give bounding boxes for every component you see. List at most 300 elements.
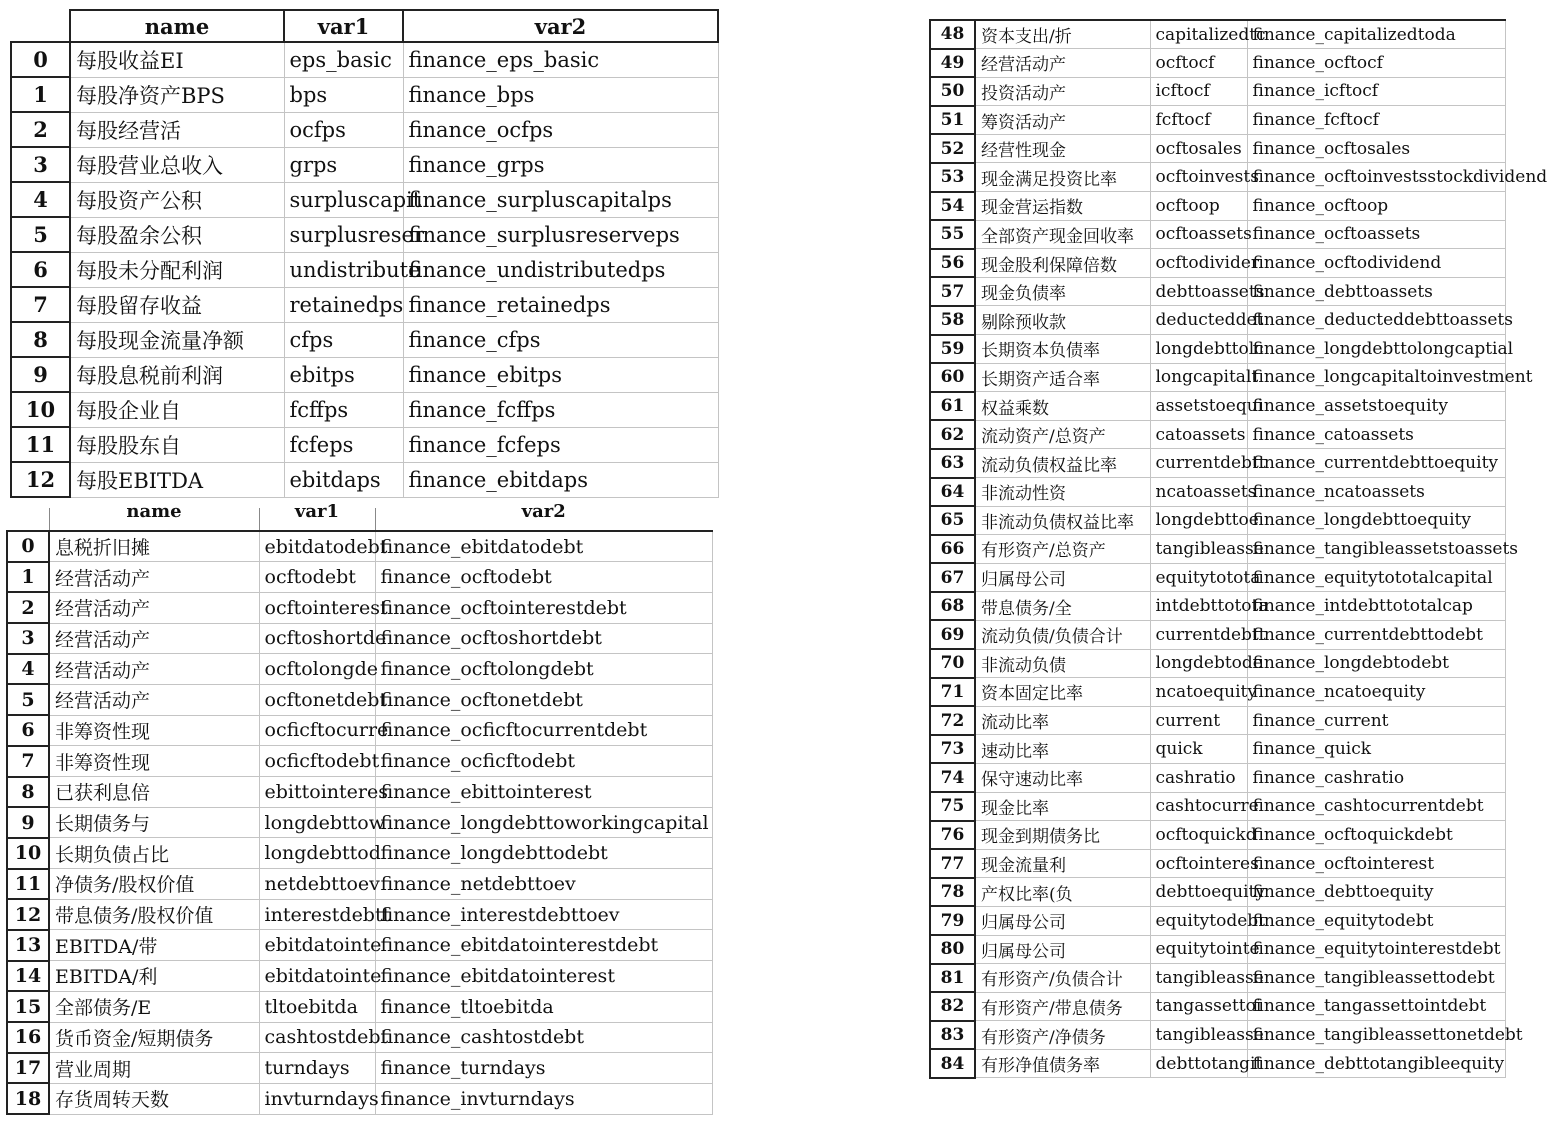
row-index: 75 [930, 792, 975, 821]
name-cell: 流动资产/总资产 [975, 420, 1150, 449]
name-cell: 投资活动产 [975, 77, 1150, 106]
name-cell: 已获利息倍 [49, 777, 259, 808]
var1-cell: ocftoop [1150, 192, 1247, 221]
table-row [930, 821, 1505, 850]
var2-cell: finance_fcffps [403, 392, 718, 427]
name-cell: 资本支出/折 [975, 20, 1150, 49]
var2-cell: finance_ocficftocurrentdebt [375, 715, 712, 746]
var1-cell: debttoassets [1150, 277, 1247, 306]
name-cell: 非流动负债 [975, 649, 1150, 678]
var2-cell: finance_ncatoassets [1247, 478, 1505, 507]
table-row [930, 420, 1505, 449]
name-cell: 长期负债占比 [49, 838, 259, 869]
row-index: 7 [11, 287, 70, 322]
var1-cell: ebitdatointe [259, 930, 375, 961]
var2-cell: finance_current [1247, 706, 1505, 735]
name-cell: 有形资产/总资产 [975, 535, 1150, 564]
row-index: 14 [7, 961, 49, 992]
table-row [11, 252, 718, 287]
var2-cell: finance_ocfps [403, 112, 718, 147]
var2-cell: finance_cashratio [1247, 763, 1505, 792]
var2-cell: finance_tangibleassettodebt [1247, 964, 1505, 993]
name-cell: 非流动负债权益比率 [975, 506, 1150, 535]
row-index: 58 [930, 306, 975, 335]
row-index: 18 [7, 1083, 49, 1114]
table-row [930, 478, 1505, 507]
table-row [11, 322, 718, 357]
name-header: name [70, 10, 284, 42]
row-index: 12 [7, 899, 49, 930]
var1-cell: netdebttoev [259, 869, 375, 900]
table-header [11, 10, 718, 42]
var2-cell: finance_ocficftodebt [375, 746, 712, 777]
table-row [930, 906, 1505, 935]
row-index: 62 [930, 420, 975, 449]
row-index: 63 [930, 449, 975, 478]
name-cell: 流动负债/负债合计 [975, 620, 1150, 649]
row-index: 4 [11, 182, 70, 217]
row-index: 0 [7, 531, 49, 562]
row-index: 71 [930, 678, 975, 707]
var2-cell: finance_grps [403, 147, 718, 182]
name-cell: 现金流量利 [975, 849, 1150, 878]
var1-cell: turndays [259, 1053, 375, 1084]
table-row [930, 535, 1505, 564]
table-row [930, 592, 1505, 621]
row-index: 67 [930, 563, 975, 592]
name-cell: 资本固定比率 [975, 678, 1150, 707]
var1-cell: fcfeps [284, 427, 403, 462]
row-index: 83 [930, 1021, 975, 1050]
name-cell: 非流动性资 [975, 478, 1150, 507]
table-row [7, 1053, 712, 1084]
var2-cell: finance_ocftoassets [1247, 220, 1505, 249]
name-cell: 每股营业总收入 [70, 147, 284, 182]
table-row [930, 792, 1505, 821]
name-cell: 经营活动产 [49, 684, 259, 715]
var2-cell: finance_ebitps [403, 357, 718, 392]
var1-cell: debttotangit [1150, 1049, 1247, 1078]
table-row [7, 869, 712, 900]
var2-cell: finance_longdebttoworkingcapital [375, 807, 712, 838]
table-row [930, 277, 1505, 306]
row-index: 15 [7, 991, 49, 1022]
row-index: 2 [11, 112, 70, 147]
var2-cell: finance_currentdebttodebt [1247, 620, 1505, 649]
var1-header: var1 [284, 10, 403, 42]
var2-cell: finance_debttotangibleequity [1247, 1049, 1505, 1078]
name-cell: 现金股利保障倍数 [975, 249, 1150, 278]
table-row [930, 964, 1505, 993]
table-row [930, 563, 1505, 592]
var2-cell: finance_currentdebttoequity [1247, 449, 1505, 478]
name-cell: 流动负债权益比率 [975, 449, 1150, 478]
var2-cell: finance_ocftoop [1247, 192, 1505, 221]
var1-cell: ebittointeres [259, 777, 375, 808]
var1-cell: grps [284, 147, 403, 182]
table-row [11, 147, 718, 182]
name-cell: 有形资产/带息债务 [975, 992, 1150, 1021]
name-cell: 每股股东自 [70, 427, 284, 462]
var1-cell: undistribute [284, 252, 403, 287]
name-cell: 现金营运指数 [975, 192, 1150, 221]
table-row [7, 746, 712, 777]
var1-cell: capitalizedtc [1150, 20, 1247, 49]
var2-cell: finance_ocftoshortdebt [375, 623, 712, 654]
row-index: 6 [7, 715, 49, 746]
name-cell: 有形资产/负债合计 [975, 964, 1150, 993]
var1-cell: ocftoshortde [259, 623, 375, 654]
table-row [11, 42, 718, 77]
var1-cell: icftocf [1150, 77, 1247, 106]
name-cell: 每股现金流量净额 [70, 322, 284, 357]
row-index: 48 [930, 20, 975, 49]
table-row [930, 763, 1505, 792]
name-cell: 每股息税前利润 [70, 357, 284, 392]
var1-cell: surplusreser [284, 217, 403, 252]
table-row [7, 715, 712, 746]
table-row [7, 654, 712, 685]
name-cell: 经营活动产 [49, 562, 259, 593]
var1-cell: ocftoinvests [1150, 163, 1247, 192]
var1-cell: ocftosales [1150, 134, 1247, 163]
name-cell: 全部债务/E [49, 991, 259, 1022]
row-index: 55 [930, 220, 975, 249]
row-index: 59 [930, 335, 975, 364]
var1-cell: tangibleasse [1150, 964, 1247, 993]
row-index: 7 [7, 746, 49, 777]
name-cell: 归属母公司 [975, 935, 1150, 964]
name-cell: 经营性现金 [975, 134, 1150, 163]
var1-cell: longdebtode [1150, 649, 1247, 678]
row-index: 61 [930, 392, 975, 421]
var1-cell: ocftocf [1150, 49, 1247, 78]
name-cell: 非筹资性现 [49, 715, 259, 746]
var2-cell: finance_tltoebitda [375, 991, 712, 1022]
name-cell: 权益乘数 [975, 392, 1150, 421]
var1-cell: ocftointeres [1150, 849, 1247, 878]
var1-cell: debttoequity [1150, 878, 1247, 907]
var1-cell: cashratio [1150, 763, 1247, 792]
name-cell: EBITDA/带 [49, 930, 259, 961]
name-cell: 归属母公司 [975, 906, 1150, 935]
var1-cell: ocftodivider [1150, 249, 1247, 278]
table-row [930, 506, 1505, 535]
var2-cell: finance_tangibleassettonetdebt [1247, 1021, 1505, 1050]
row-index: 77 [930, 849, 975, 878]
table-row [11, 217, 718, 252]
name-cell: 经营活动产 [49, 654, 259, 685]
table-row [7, 1022, 712, 1053]
table-row [7, 807, 712, 838]
var1-cell: ocftointerest [259, 592, 375, 623]
name-cell: 全部资产现金回收率 [975, 220, 1150, 249]
table-row [930, 220, 1505, 249]
name-cell: 每股经营活 [70, 112, 284, 147]
var2-cell: finance_ncatoequity [1247, 678, 1505, 707]
name-cell: 流动比率 [975, 706, 1150, 735]
row-index: 9 [11, 357, 70, 392]
var1-cell: ocftoquickd [1150, 821, 1247, 850]
name-cell: 筹资活动产 [975, 106, 1150, 135]
name-cell: 非筹资性现 [49, 746, 259, 777]
row-index: 11 [7, 869, 49, 900]
table-row [930, 1021, 1505, 1050]
var1-cell: tangibleasse [1150, 1021, 1247, 1050]
table-row [7, 777, 712, 808]
table-row [11, 112, 718, 147]
table-row [930, 392, 1505, 421]
var2-cell: finance_equitytointerestdebt [1247, 935, 1505, 964]
var1-cell: ebitdatointe [259, 961, 375, 992]
var2-cell: finance_invturndays [375, 1083, 712, 1114]
var2-cell: finance_cfps [403, 322, 718, 357]
var2-cell: finance_fcftocf [1247, 106, 1505, 135]
table-row [930, 935, 1505, 964]
table-row [11, 357, 718, 392]
row-index: 13 [7, 930, 49, 961]
table-row [930, 363, 1505, 392]
row-index: 60 [930, 363, 975, 392]
var2-cell: finance_icftocf [1247, 77, 1505, 106]
name-cell: 长期资产适合率 [975, 363, 1150, 392]
table-row [930, 20, 1505, 49]
table-row [930, 1049, 1505, 1078]
name-cell: 每股EBITDA [70, 462, 284, 497]
var1-cell: retainedps [284, 287, 403, 322]
var2-cell: finance_netdebttoev [375, 869, 712, 900]
table-row [930, 706, 1505, 735]
table-row [930, 134, 1505, 163]
row-index: 3 [7, 623, 49, 654]
var2-cell: finance_deducteddebttoassets [1247, 306, 1505, 335]
row-index: 0 [11, 42, 70, 77]
var2-cell: finance_longdebtodebt [1247, 649, 1505, 678]
name-cell: 带息债务/股权价值 [49, 899, 259, 930]
var1-cell: bps [284, 77, 403, 112]
name-cell: 产权比率(负 [975, 878, 1150, 907]
name-cell: 净债务/股权价值 [49, 869, 259, 900]
row-index: 82 [930, 992, 975, 1021]
var1-cell: fcffps [284, 392, 403, 427]
var2-cell: finance_ebitdaps [403, 462, 718, 497]
row-index: 11 [11, 427, 70, 462]
row-index: 76 [930, 821, 975, 850]
row-index: 51 [930, 106, 975, 135]
row-index: 68 [930, 592, 975, 621]
var2-cell: finance_ocftoquickdebt [1247, 821, 1505, 850]
var1-cell: fcftocf [1150, 106, 1247, 135]
name-cell: 货币资金/短期债务 [49, 1022, 259, 1053]
row-index: 70 [930, 649, 975, 678]
table-row [7, 531, 712, 562]
table-row [7, 899, 712, 930]
var1-cell: current [1150, 706, 1247, 735]
row-index: 54 [930, 192, 975, 221]
row-index: 1 [11, 77, 70, 112]
var2-cell: finance_undistributedps [403, 252, 718, 287]
var1-cell: currentdebtt [1150, 620, 1247, 649]
name-cell: 每股收益EI [70, 42, 284, 77]
var2-cell: finance_ocftodebt [375, 562, 712, 593]
table-row [11, 392, 718, 427]
var1-cell: surpluscapit [284, 182, 403, 217]
var2-cell: finance_ocftointerest [1247, 849, 1505, 878]
var2-cell: finance_ocftonetdebt [375, 684, 712, 715]
name-cell: 经营活动产 [49, 623, 259, 654]
name-cell: 现金负债率 [975, 277, 1150, 306]
name-cell: 每股未分配利润 [70, 252, 284, 287]
name-cell: 存货周转天数 [49, 1083, 259, 1114]
table-row [930, 77, 1505, 106]
var2-cell: finance_longcapitaltoinvestment [1247, 363, 1505, 392]
row-index: 65 [930, 506, 975, 535]
var1-cell: deducteddet [1150, 306, 1247, 335]
var1-cell: tangassettoi [1150, 992, 1247, 1021]
row-index: 10 [7, 838, 49, 869]
var2-cell: finance_equitytototalcapital [1247, 563, 1505, 592]
row-index: 5 [11, 217, 70, 252]
table-row [7, 838, 712, 869]
table-row [930, 49, 1505, 78]
table-row [930, 678, 1505, 707]
var2-cell: finance_catoassets [1247, 420, 1505, 449]
var2-cell: finance_turndays [375, 1053, 712, 1084]
name-cell: 剔除预收款 [975, 306, 1150, 335]
name-cell: 有形净值债务率 [975, 1049, 1150, 1078]
row-index: 69 [930, 620, 975, 649]
row-index: 3 [11, 147, 70, 182]
row-index: 8 [7, 777, 49, 808]
name-header: name [49, 508, 259, 531]
table-row [930, 249, 1505, 278]
name-cell: 息税折旧摊 [49, 531, 259, 562]
var2-cell: finance_capitalizedtoda [1247, 20, 1505, 49]
var1-cell: invturndays [259, 1083, 375, 1114]
var1-cell: currentdebtt [1150, 449, 1247, 478]
name-cell: 速动比率 [975, 735, 1150, 764]
row-index: 81 [930, 964, 975, 993]
var2-cell: finance_ocftolongdebt [375, 654, 712, 685]
row-index: 64 [930, 478, 975, 507]
variable-table-2 [6, 501, 713, 1115]
var2-cell: finance_bps [403, 77, 718, 112]
var2-cell: finance_tangibleassetstoassets [1247, 535, 1505, 564]
var1-cell: quick [1150, 735, 1247, 764]
var1-cell: tltoebitda [259, 991, 375, 1022]
name-cell: 现金到期债务比 [975, 821, 1150, 850]
variable-table-3 [929, 15, 1547, 1079]
var1-cell: ebitdaps [284, 462, 403, 497]
var2-cell: finance_longdebttodebt [375, 838, 712, 869]
var1-cell: ocftonetdebt [259, 684, 375, 715]
variable-table-1 [10, 9, 719, 498]
row-index: 80 [930, 935, 975, 964]
table-row [11, 182, 718, 217]
table-row [930, 620, 1505, 649]
name-cell: EBITDA/利 [49, 961, 259, 992]
var2-cell: finance_retainedps [403, 287, 718, 322]
var1-cell: longdebttod [259, 838, 375, 869]
var2-cell: finance_eps_basic [403, 42, 718, 77]
var1-cell: longdebttoe [1150, 506, 1247, 535]
var1-cell: longdebttow [259, 807, 375, 838]
table-row [7, 623, 712, 654]
var2-cell: finance_ebitdatointerest [375, 961, 712, 992]
table-row [7, 592, 712, 623]
var1-cell: assetstoequi [1150, 392, 1247, 421]
table-row [7, 961, 712, 992]
var2-cell: finance_surplusreserveps [403, 217, 718, 252]
table-row [930, 192, 1505, 221]
var2-cell: finance_ocftoinvestsstockdividend [1247, 163, 1505, 192]
var1-cell: ocficftodebt [259, 746, 375, 777]
row-index: 50 [930, 77, 975, 106]
row-index: 78 [930, 878, 975, 907]
var1-cell: longcapitalt [1150, 363, 1247, 392]
var2-cell: finance_equitytodebt [1247, 906, 1505, 935]
row-index: 57 [930, 277, 975, 306]
var2-cell: finance_debttoequity [1247, 878, 1505, 907]
name-cell: 经营活动产 [49, 592, 259, 623]
row-index: 52 [930, 134, 975, 163]
table-row [930, 106, 1505, 135]
name-cell: 每股资产公积 [70, 182, 284, 217]
table-row [930, 649, 1505, 678]
var1-cell: interestdebtt [259, 899, 375, 930]
table-row [930, 163, 1505, 192]
var2-cell: finance_assetstoequity [1247, 392, 1505, 421]
var2-cell: finance_ebitdatointerestdebt [375, 930, 712, 961]
var2-cell: finance_ocftointerestdebt [375, 592, 712, 623]
row-index: 66 [930, 535, 975, 564]
var1-cell: cashtostdebt [259, 1022, 375, 1053]
var2-cell: finance_ebitdatodebt [375, 531, 712, 562]
row-index: 74 [930, 763, 975, 792]
var1-cell: equitytodebt [1150, 906, 1247, 935]
var1-cell: catoassets [1150, 420, 1247, 449]
name-cell: 现金满足投资比率 [975, 163, 1150, 192]
row-index: 84 [930, 1049, 975, 1078]
table-row [7, 1083, 712, 1114]
name-cell: 有形资产/净债务 [975, 1021, 1150, 1050]
row-index: 1 [7, 562, 49, 593]
table-row [930, 335, 1505, 364]
row-index: 73 [930, 735, 975, 764]
var1-cell: ocftolongde [259, 654, 375, 685]
var2-cell: finance_ocftocf [1247, 49, 1505, 78]
var1-cell: longdebttolc [1150, 335, 1247, 364]
row-index: 8 [11, 322, 70, 357]
row-index: 4 [7, 654, 49, 685]
index-header [7, 508, 49, 531]
var2-cell: finance_longdebttolongcaptial [1247, 335, 1505, 364]
row-index: 9 [7, 807, 49, 838]
var1-cell: ncatoequity [1150, 678, 1247, 707]
row-index: 72 [930, 706, 975, 735]
name-cell: 每股净资产BPS [70, 77, 284, 112]
name-cell: 每股留存收益 [70, 287, 284, 322]
table-row [930, 449, 1505, 478]
var1-header: var1 [259, 508, 375, 531]
name-cell: 长期资本负债率 [975, 335, 1150, 364]
var2-cell: finance_cashtocurrentdebt [1247, 792, 1505, 821]
var2-cell: finance_quick [1247, 735, 1505, 764]
table-row [7, 930, 712, 961]
table-row [930, 849, 1505, 878]
var2-cell: finance_ocftosales [1247, 134, 1505, 163]
table-row [11, 427, 718, 462]
